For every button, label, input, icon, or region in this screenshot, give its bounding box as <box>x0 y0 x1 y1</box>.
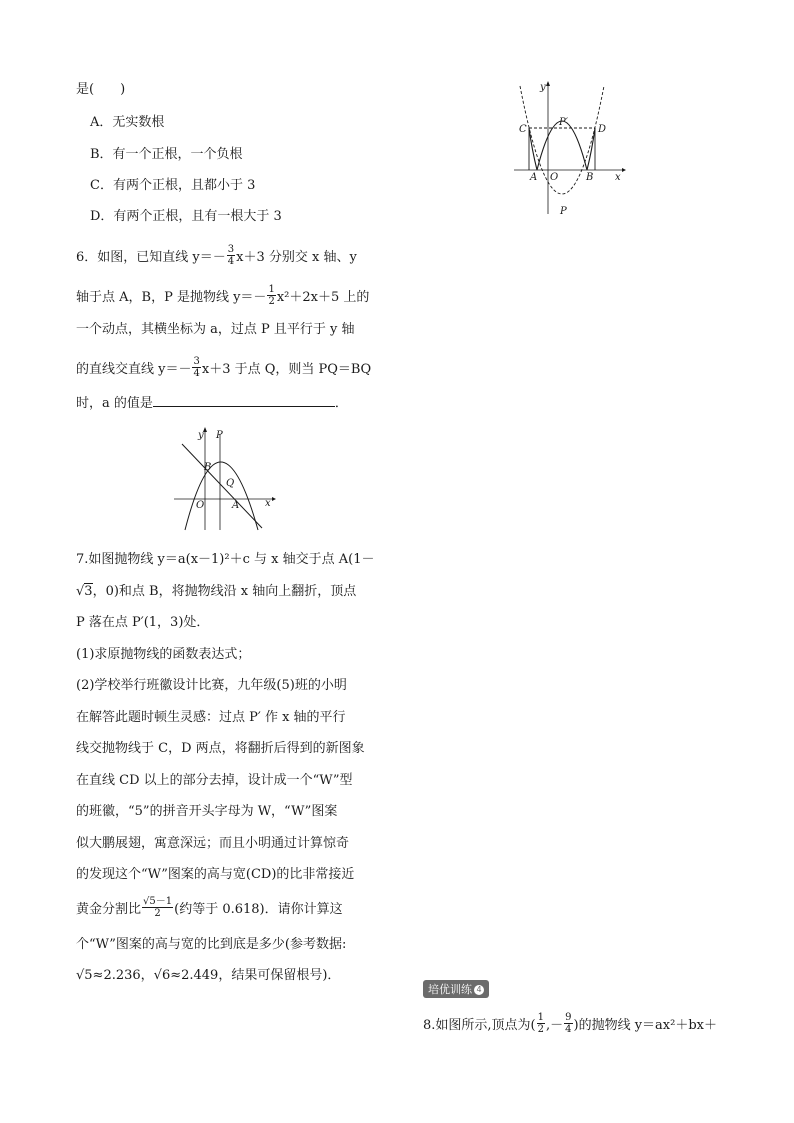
label-y: y <box>540 82 546 93</box>
q7-line-9: 的班徽，“5”的拼音开头字母为 W，“W”图案 <box>76 804 338 819</box>
label-b: B <box>586 172 594 183</box>
q7-line-3: P 落在点 P′(1，3)处． <box>76 615 210 630</box>
right-branch <box>587 128 595 170</box>
label-q: Q <box>226 478 235 489</box>
q7-line-7: 线交抛物线于 C，D 两点，将翻折后得到的新图象 <box>76 741 365 756</box>
q7-line-12: 黄金分割比 $\frac{√5-1}{2}$ (约等于 0.618)．请你计算这 <box>76 895 343 919</box>
q5-option-c: C．有两个正根，且都小于 3 <box>90 178 256 193</box>
label-b: B <box>204 462 212 473</box>
q7-figure <box>512 78 630 218</box>
q5-option-a: A．无实数根 <box>90 115 165 130</box>
label-x: x <box>615 172 621 183</box>
label-p: P <box>216 430 223 441</box>
q7-line-13: 个“W”图案的高与宽的比到底是多少(参考数据: <box>76 937 347 952</box>
q6-line-4: 的直线交直线 y＝－ $\frac{3}{4}$ x＋3 于点 Q，则当 PQ＝BQ <box>76 355 372 379</box>
straight-line <box>182 444 262 528</box>
q6-line-5: 时，a 的值是 ． <box>76 396 348 411</box>
q7-line-10: 似大鹏展翅，寓意深远；而且小明通过计算惊奇 <box>76 836 350 851</box>
q5-option-d: D．有两个正根，且有一根大于 3 <box>90 209 282 224</box>
q6-line-1: 6．如图，已知直线 y＝－ $\frac{3}{4}$ x＋3 分别交 x 轴、y <box>76 243 357 267</box>
q7-line-2: √3，0)和点 B，将抛物线沿 x 轴向上翻折，顶点 <box>76 584 357 599</box>
q5-stem-end: 是( ) <box>76 82 126 97</box>
q7-line-14: √5≈2.236，√6≈2.449，结果可保留根号)． <box>76 968 341 983</box>
parabola <box>185 462 258 530</box>
q6-line-3: 一个动点，其横坐标为 a，过点 P 且平行于 y 轴 <box>76 322 355 337</box>
answer-blank[interactable] <box>153 394 335 407</box>
label-p-prime: P′ <box>559 117 568 128</box>
q5-option-b: B．有一个正根，一个负根 <box>90 147 243 162</box>
label-o: O <box>196 500 205 511</box>
label-y: y <box>198 430 204 441</box>
label-o: O <box>550 172 559 183</box>
q7-line-1: 7.如图抛物线 y＝a(x－1)²＋c 与 x 轴交于点 A(1－ <box>76 552 375 567</box>
q7-line-6: 在解答此题时顿生灵感：过点 P′ 作 x 轴的平行 <box>76 710 346 725</box>
label-a: A <box>530 172 538 183</box>
x-axis-arrow <box>622 168 626 172</box>
q7-line-5: (2)学校举行班徽设计比赛，九年级(5)班的小明 <box>76 678 347 693</box>
label-c: C <box>519 124 527 135</box>
label-p: P <box>560 206 567 217</box>
label-d: D <box>598 124 607 135</box>
section-badge: 培优训练 4 <box>423 980 489 998</box>
label-a: A <box>232 500 240 511</box>
left-branch <box>529 128 537 170</box>
x-axis-arrow <box>272 497 276 501</box>
q8-line-1: 8.如图所示,顶点为( $\frac{1}{2}$ ,－ $\frac{9}{4}$ )的抛物线 y＝ax²＋bx＋ <box>423 1011 717 1035</box>
q6-figure <box>170 424 280 534</box>
y-axis-arrow <box>546 81 550 86</box>
q7-line-11: 的发现这个“W”图案的高与宽(CD)的比非常接近 <box>76 867 355 882</box>
q7-line-8: 在直线 CD 以上的部分去掉，设计成一个“W”型 <box>76 773 353 788</box>
q6-line-2: 轴于点 A，B，P 是抛物线 y＝－ $\frac{1}{2}$ x²＋2x＋5 上的 <box>76 283 370 307</box>
label-x: x <box>265 498 271 509</box>
q7-line-4: (1)求原抛物线的函数表达式； <box>76 647 251 662</box>
